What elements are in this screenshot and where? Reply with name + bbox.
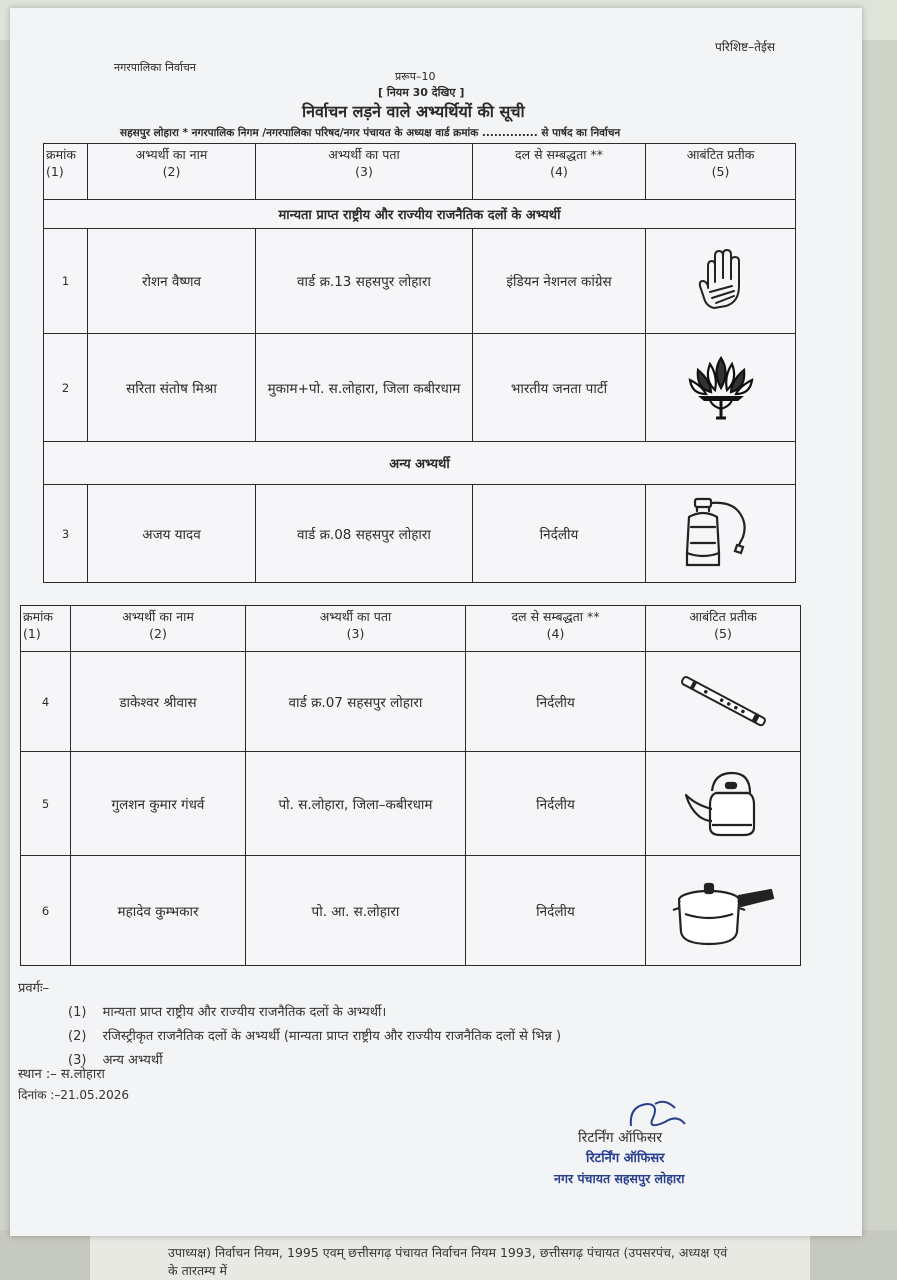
table-header-row — [21, 606, 801, 652]
candidate-party: निर्दलीय — [466, 856, 646, 966]
candidate-party: इंडियन नेशनल कांग्रेस — [473, 229, 646, 334]
candidate-name: सरिता संतोष मिश्रा — [88, 334, 256, 442]
category-text: मान्यता प्राप्त राष्ट्रीय और राज्यीय राजनैतिक दलों के अभ्यर्थी। — [102, 1005, 387, 1020]
candidate-table-2 — [20, 605, 801, 966]
pressure-cooker-icon — [671, 874, 775, 948]
col-header-party: दल से सम्बद्धता ** (4) — [466, 606, 646, 652]
col-header-party: दल से सम्बद्धता ** (4) — [473, 144, 646, 200]
col-header-address: अभ्यर्थी का पता (3) — [246, 606, 466, 652]
candidate-party: भारतीय जनता पार्टी — [473, 334, 646, 442]
table-header-row — [44, 144, 796, 200]
hand-icon — [698, 248, 744, 314]
header-right: परिशिष्ट–तेईस — [715, 40, 775, 54]
lotus-icon — [688, 354, 754, 422]
col-header-sno: क्रमांक (1) — [44, 144, 88, 200]
candidate-address: वार्ड क्र.13 सहसपुर लोहारा — [256, 229, 473, 334]
row-sno: 5 — [21, 752, 71, 856]
category-item — [68, 1002, 386, 1020]
category-number: (1) — [68, 1005, 87, 1020]
candidate-party: निर्दलीय — [466, 752, 646, 856]
section-heading: अन्य अभ्यर्थी — [44, 442, 796, 485]
place: स्थान :– स.लोहारा — [18, 1067, 105, 1082]
category-text: रजिस्ट्रीकृत राजनैतिक दलों के अभ्यर्थी (मान्यता प्राप्त राष्ट्रीय और राज्यीय राजनैतिक दलों से भिन्न ) — [102, 1029, 562, 1044]
stamp-title: रिटर्निंग ऑफिसर — [586, 1151, 665, 1166]
candidate-name: गुलशन कुमार गंधर्व — [71, 752, 246, 856]
table-row — [44, 229, 796, 334]
form-number: प्ररूप–10 — [395, 70, 436, 83]
category-label: प्रवर्गः– — [18, 981, 50, 996]
candidate-address: पो. स.लोहारा, जिला–कबीरधाम — [246, 752, 466, 856]
row-sno: 4 — [21, 652, 71, 752]
header-left: नगरपालिका निर्वाचन — [114, 61, 197, 74]
row-sno: 1 — [44, 229, 88, 334]
date: दिनांक :–21.05.2026 — [18, 1088, 130, 1102]
candidate-symbol — [646, 334, 796, 442]
category-number: (2) — [68, 1029, 87, 1044]
flute-icon — [673, 667, 773, 737]
document-title: निर्वाचन लड़ने वाले अभ्यर्थियों की सूची — [302, 102, 525, 121]
candidate-name: महादेव कुम्भकार — [71, 856, 246, 966]
candidate-address: वार्ड क्र.08 सहसपुर लोहारा — [256, 485, 473, 583]
candidate-address: मुकाम+पो. स.लोहारा, जिला कबीरधाम — [256, 334, 473, 442]
section-heading: मान्यता प्राप्त राष्ट्रीय और राज्यीय राजनैतिक दलों के अभ्यर्थी — [44, 200, 796, 229]
row-sno: 2 — [44, 334, 88, 442]
section-row-recognized — [44, 200, 796, 229]
stamp-office: नगर पंचायत सहसपुर लोहारा — [554, 1171, 685, 1186]
candidate-table-1 — [43, 143, 796, 583]
section-row-others — [44, 442, 796, 485]
candidate-address: पो. आ. स.लोहारा — [246, 856, 466, 966]
underlying-page — [90, 1232, 810, 1280]
candidate-symbol — [646, 856, 801, 966]
table-row — [44, 485, 796, 583]
table-row — [21, 752, 801, 856]
candidate-name: रोशन वैष्णव — [88, 229, 256, 334]
table-row — [21, 652, 801, 752]
col-header-name: अभ्यर्थी का नाम (2) — [71, 606, 246, 652]
col-header-symbol: आबंटित प्रतीक (5) — [646, 144, 796, 200]
gas-cylinder-icon — [681, 495, 761, 573]
candidate-symbol — [646, 752, 801, 856]
candidate-name: डाकेश्वर श्रीवास — [71, 652, 246, 752]
category-item — [68, 1026, 561, 1044]
kettle-icon — [682, 769, 764, 839]
col-header-sno: क्रमांक (1) — [21, 606, 71, 652]
candidate-address: वार्ड क्र.07 सहसपुर लोहारा — [246, 652, 466, 752]
col-header-name: अभ्यर्थी का नाम (2) — [88, 144, 256, 200]
document-sheet — [10, 8, 862, 1236]
candidate-symbol — [646, 485, 796, 583]
underlying-text-line-1: उपाध्यक्ष) निर्वाचन नियम, 1995 एवम् छत्तीसगढ़ पंचायत निर्वाचन नियम 1993, छत्तीसगढ़ पंचायत (उपसरपंच, अध्यक्ष एवं — [168, 1245, 728, 1260]
signatory-title: रिटर्निंग ऑफिसर — [578, 1130, 663, 1146]
candidate-symbol — [646, 652, 801, 752]
candidate-name: अजय यादव — [88, 485, 256, 583]
row-sno: 3 — [44, 485, 88, 583]
candidate-party: निर्दलीय — [466, 652, 646, 752]
rule-reference: [ नियम 30 देखिए ] — [378, 86, 465, 99]
col-header-symbol: आबंटित प्रतीक (5) — [646, 606, 801, 652]
col-header-address: अभ्यर्थी का पता (3) — [256, 144, 473, 200]
document-subtitle: सहसपुर लोहारा * नगरपालिक निगम /नगरपालिका परिषद/नगर पंचायत के अध्यक्ष वार्ड क्रमांक .............. से पार्षद का निर्वाचन — [120, 127, 621, 139]
category-number: (3) — [68, 1053, 87, 1068]
table-row — [21, 856, 801, 966]
row-sno: 6 — [21, 856, 71, 966]
table-row — [44, 334, 796, 442]
candidate-symbol — [646, 229, 796, 334]
category-text: अन्य अभ्यर्थी — [102, 1053, 163, 1068]
candidate-party: निर्दलीय — [473, 485, 646, 583]
underlying-text-line-2: के तारतम्य में — [168, 1263, 227, 1278]
